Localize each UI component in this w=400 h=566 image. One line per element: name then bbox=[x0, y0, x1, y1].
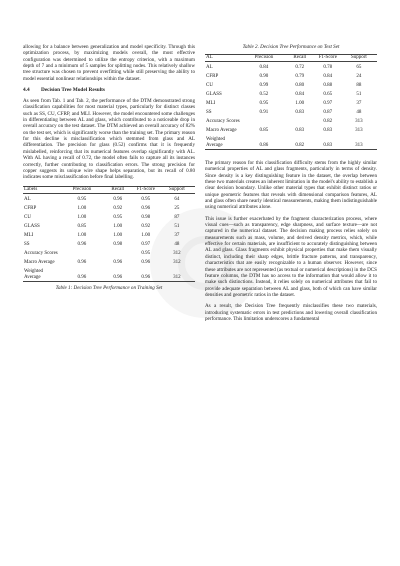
table-cell: CU bbox=[24, 214, 31, 220]
table-cell: 48 bbox=[174, 241, 180, 247]
table-row bbox=[23, 266, 195, 282]
table-1-caption: Table 1: Decision Tree Performance on Training Set bbox=[55, 284, 163, 291]
table-cell: 1.00 bbox=[141, 232, 151, 238]
section-heading bbox=[23, 87, 195, 93]
table-cell: 313 bbox=[355, 119, 363, 124]
table-cell: 51 bbox=[356, 92, 362, 97]
table-cell: 51 bbox=[174, 223, 180, 229]
table-2 bbox=[205, 54, 377, 150]
table-row bbox=[23, 221, 195, 230]
table-cell: CU bbox=[206, 83, 213, 88]
table-2-header: AL bbox=[206, 55, 213, 60]
table-cell: 312 bbox=[173, 250, 181, 256]
table-row bbox=[23, 230, 195, 239]
section-title: Decision Tree Model Results bbox=[41, 87, 105, 94]
table-cell: 0.95 bbox=[141, 250, 151, 256]
table-1 bbox=[23, 186, 195, 282]
table-cell: 0.85 bbox=[259, 128, 269, 133]
table-cell: 0.84 bbox=[295, 92, 305, 97]
table-cell: CFRP bbox=[24, 205, 37, 211]
table-2-header: Recall bbox=[293, 55, 307, 60]
table-cell: SS bbox=[24, 241, 30, 247]
table-cell: 65 bbox=[356, 65, 362, 70]
table-row bbox=[23, 248, 195, 257]
table-cell: 0.91 bbox=[259, 110, 269, 115]
table-cell: 64 bbox=[174, 196, 180, 202]
table-1-header: F1-Score bbox=[136, 186, 155, 192]
table-cell: 0.80 bbox=[295, 83, 305, 88]
table-2-header: Precision bbox=[254, 55, 274, 60]
table-cell: SS bbox=[206, 110, 212, 115]
right-column bbox=[205, 44, 377, 327]
table-row bbox=[23, 193, 195, 203]
table-cell: 0.84 bbox=[259, 65, 269, 70]
table-cell: 0.88 bbox=[323, 83, 333, 88]
right-paragraph-2: This issue is further exacerbated by the fragment characterization process, where visual cues—such as transparency, edge sharpness, and surface texture—are not captured in the numerical dataset. The decision making process relies solely on measurements such as mass, volume, and derived density metrics, which, while effective for certain materials, are insufficient to accurately distinguishing between AL and glass. Glass fragments exhibit physical properties that make them visually distinct, including their sharp edges, brittle fracture patterns, and transparency, characteristics that are easily recognizable to a human observer. However, since these attributes are not represented (as textual or numerical descriptions) in the DCS feature columns, the DTM has no access to the information that would allow it to make such distinctions. Instead, it relies solely on numerical attributes that fail to provide adequate separation between AL and glass, both of which can have similar densities and geometric ratios in the dataset. bbox=[205, 215, 377, 298]
table-cell: 0.96 bbox=[77, 241, 87, 247]
table-cell: 0.98 bbox=[141, 214, 151, 220]
table-cell: AL bbox=[24, 196, 31, 202]
table-cell: 0.96 bbox=[113, 259, 123, 265]
table-cell: 0.82 bbox=[295, 143, 305, 148]
table-cell: 0.83 bbox=[295, 110, 305, 115]
table-cell: 0.85 bbox=[77, 223, 87, 229]
table-cell bbox=[285, 116, 315, 125]
table-2-caption: Table 2. Decision Tree Performance on Test Set bbox=[242, 44, 340, 50]
table-cell: 312 bbox=[173, 259, 181, 265]
table-cell: 0.96 bbox=[77, 259, 87, 265]
left-column bbox=[23, 44, 195, 295]
table-cell: Weighted Average bbox=[24, 268, 44, 280]
table-cell: 0.83 bbox=[295, 128, 305, 133]
table-row bbox=[205, 62, 377, 72]
table-cell: CFRP bbox=[206, 74, 219, 79]
table-cell: 0.92 bbox=[141, 223, 151, 229]
table-1-header: Support bbox=[168, 186, 185, 192]
table-cell: 0.96 bbox=[141, 274, 151, 280]
table-cell: 0.65 bbox=[323, 92, 333, 97]
table-1-header: Recall bbox=[111, 186, 125, 192]
table-cell: 312 bbox=[173, 274, 181, 280]
table-cell: 1.00 bbox=[295, 101, 305, 106]
left-paragraph-2: As seen from Tab. 1 and Tab. 2, the performance of the DTM demonstrated strong classification capabilities for most material types, particularly for distinct classes such as SS, CU, CFRP, and MLI. However, the model encountered some challenges in differentiating between AL and glass, which contributed to a noticeable drop in overall accuracy on the test dataset. The DTM achieved an overall accuracy of 82% on the test set, which is significantly worse than the training set. The primary reason for this decline is misclassification which stemmed from glass and AL differentiation. The precision for glass (0.52) confirms that it is frequently mislabelled, reinforcing that its numerical features overlap significantly with AL. With AL having a recall of 0.72, the model often fails to capture all its instances correctly, further contributing to classification errors. The strong precision for copper suggests its unique wire shape helps separation, but its recall of 0.80 indicates some misclassification before final labelling. bbox=[23, 98, 195, 181]
table-1-header: Precision bbox=[72, 186, 92, 192]
table-cell: 0.98 bbox=[113, 241, 123, 247]
right-paragraph-1: The primary reason for this classification difficulty stems from the highly similar numerical properties of AL and glass fragments, particularly in terms of density. Since density is a key distinguishing feature in the dataset, the overlap between these two materials creates an inherent limitation in the model's ability to establish a clear decision boundary. Unlike other material types that exhibit distinct ratios or unique geometric features that reveals with dimensional comparison features, AL and glass often share nearly identical measurements, making them indistinguishable using numerical attributes alone. bbox=[205, 160, 377, 211]
table-cell: GLASS bbox=[206, 92, 222, 97]
table-cell: 0.92 bbox=[113, 205, 123, 211]
table-cell: 0.52 bbox=[259, 92, 269, 97]
table-cell: 0.86 bbox=[259, 143, 269, 148]
table-cell: 24 bbox=[356, 74, 362, 79]
table-cell: 0.96 bbox=[77, 274, 87, 280]
table-cell: 1.00 bbox=[77, 232, 87, 238]
table-row bbox=[23, 203, 195, 212]
table-cell: 1.00 bbox=[113, 223, 123, 229]
table-cell: 0.90 bbox=[259, 74, 269, 79]
section-number: 4.4 bbox=[23, 87, 30, 94]
table-cell: 313 bbox=[355, 128, 363, 133]
table-cell: Weighted Average bbox=[206, 137, 226, 148]
table-cell: 0.96 bbox=[113, 196, 123, 202]
left-paragraph-1: allowing for a balance between generalization and model specificity. Through this optimization process, by maximizing models overall, the most effective configuration was determined to utilize the entropy criterion, with a maximum depth of 7 and a minimum of 5 samples for splitting nodes. This relatively shallow tree structure was chosen to prevent overfitting while still preserving the ability to model essential nonlinear relationships within the dataset. bbox=[23, 44, 195, 82]
table-cell: 0.97 bbox=[141, 241, 151, 247]
table-row bbox=[205, 125, 377, 134]
table-row bbox=[205, 107, 377, 116]
table-cell: 0.84 bbox=[323, 74, 333, 79]
table-2-header: Support bbox=[350, 55, 367, 60]
table-row bbox=[205, 89, 377, 98]
table-cell: 0.95 bbox=[259, 101, 269, 106]
table-1-header: Labels bbox=[24, 186, 38, 192]
table-cell: MLI bbox=[206, 101, 216, 106]
table-row bbox=[205, 98, 377, 107]
table-cell: 25 bbox=[174, 205, 180, 211]
table-cell: 37 bbox=[356, 101, 362, 106]
table-cell: 37 bbox=[174, 232, 180, 238]
table-cell: Macro Average bbox=[206, 128, 237, 133]
table-cell: Macro Average bbox=[24, 259, 55, 265]
table-cell: 0.72 bbox=[295, 65, 305, 70]
table-cell: 1.00 bbox=[113, 232, 123, 238]
table-cell: 87 bbox=[174, 214, 180, 220]
table-cell: GLASS bbox=[24, 223, 40, 229]
table-row bbox=[205, 116, 377, 125]
table-2-header: F1-Score bbox=[318, 55, 337, 60]
table-cell: MLI bbox=[24, 232, 34, 238]
table-cell bbox=[61, 248, 103, 257]
table-cell: Accuracy Scores bbox=[206, 119, 240, 124]
table-cell: AL bbox=[206, 65, 213, 70]
table-cell: 0.87 bbox=[323, 110, 333, 115]
table-row bbox=[205, 71, 377, 80]
table-cell: 0.79 bbox=[295, 74, 305, 79]
table-cell: 0.96 bbox=[141, 259, 151, 265]
table-cell: 0.95 bbox=[77, 196, 87, 202]
table-cell: 0.78 bbox=[323, 65, 333, 70]
table-cell: 0.83 bbox=[323, 128, 333, 133]
table-cell: 48 bbox=[356, 110, 362, 115]
table-cell bbox=[103, 248, 133, 257]
table-row bbox=[23, 239, 195, 248]
table-row bbox=[205, 80, 377, 89]
table-cell: 0.95 bbox=[113, 214, 123, 220]
table-2-header-row bbox=[205, 55, 377, 62]
table-row bbox=[205, 134, 377, 150]
table-cell: 0.97 bbox=[323, 101, 333, 106]
table-cell: 1.00 bbox=[77, 214, 87, 220]
table-cell bbox=[243, 116, 285, 125]
table-cell: 0.96 bbox=[141, 205, 151, 211]
table-cell: 0.99 bbox=[259, 83, 269, 88]
table-cell: 1.00 bbox=[77, 205, 87, 211]
table-cell: Accuracy Scores bbox=[24, 250, 58, 256]
table-row bbox=[23, 257, 195, 266]
table-cell: 88 bbox=[356, 83, 362, 88]
table-cell: 0.96 bbox=[113, 274, 123, 280]
table-cell: 0.83 bbox=[323, 143, 333, 148]
table-cell: 0.82 bbox=[323, 119, 333, 124]
right-paragraph-3: As a result, the Decision Tree frequently misclassifies these two materials, introducing systematic errors in test predictions and lowering overall classification performance. This limitation underscores a fundamental bbox=[205, 303, 377, 322]
table-1-header-row bbox=[23, 186, 195, 193]
table-cell: 313 bbox=[355, 143, 363, 148]
table-cell: 0.95 bbox=[141, 196, 151, 202]
table-row bbox=[23, 212, 195, 221]
